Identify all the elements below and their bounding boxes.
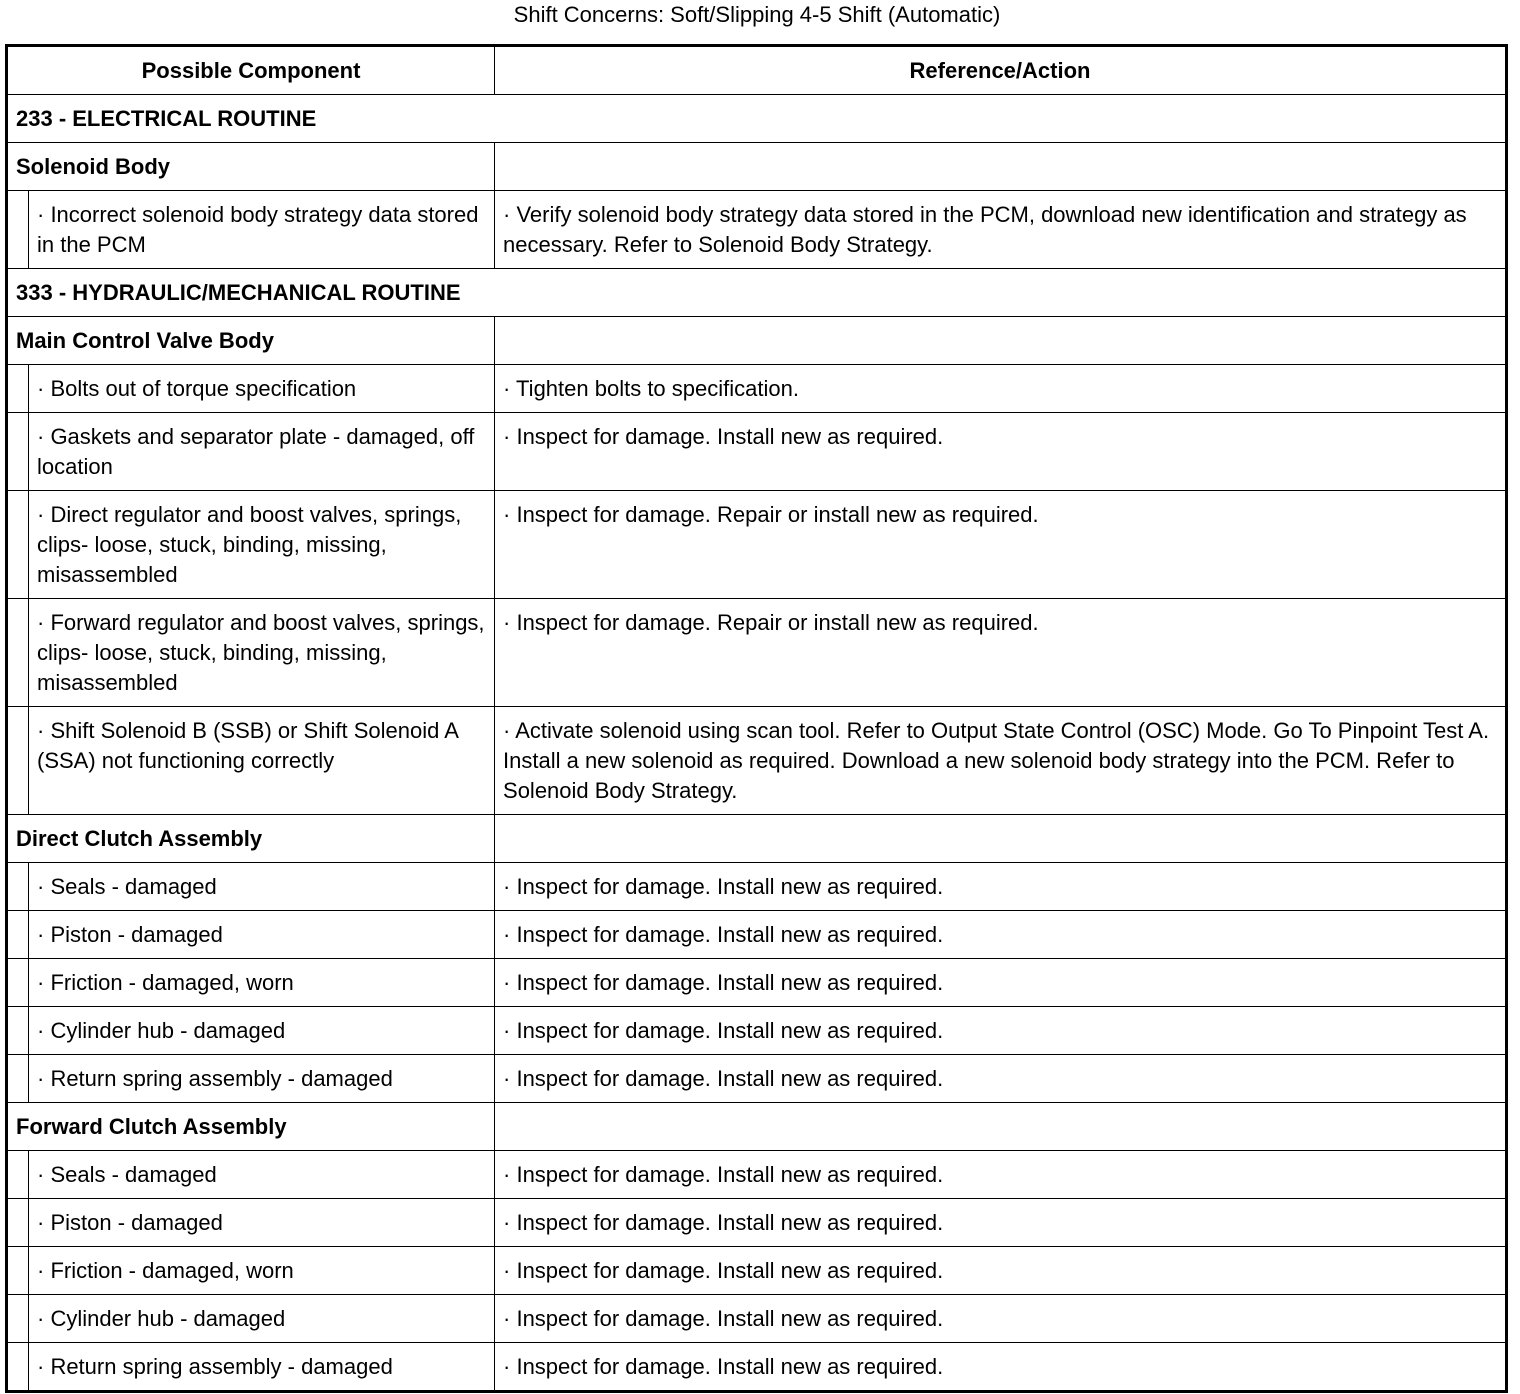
group-row — [7, 143, 1507, 191]
action-cell: · Activate solenoid using scan tool. Refer to Output State Control (OSC) Mode. Go To Pinpoint Test A. Install a new solenoid as required. Download a new solenoid body strategy into the PCM. Refer to Solenoid Body Strategy. — [495, 707, 1507, 815]
component-cell: · Shift Solenoid B (SSB) or Shift Solenoid A (SSA) not functioning correctly — [29, 707, 495, 815]
component-cell: · Seals - damaged — [29, 863, 495, 911]
action-cell: · Inspect for damage. Install new as required. — [495, 413, 1507, 491]
table-row — [7, 365, 1507, 413]
indent-cell — [7, 191, 29, 269]
table-row — [7, 1295, 1507, 1343]
component-cell: · Seals - damaged — [29, 1151, 495, 1199]
group-heading: Solenoid Body — [7, 143, 495, 191]
table-row — [7, 191, 1507, 269]
table-row — [7, 707, 1507, 815]
indent-cell — [7, 911, 29, 959]
component-cell: · Piston - damaged — [29, 1199, 495, 1247]
table-row — [7, 413, 1507, 491]
indent-cell — [7, 1199, 29, 1247]
indent-cell — [7, 413, 29, 491]
action-cell: · Inspect for damage. Install new as required. — [495, 1151, 1507, 1199]
action-cell: · Inspect for damage. Install new as required. — [495, 1343, 1507, 1392]
group-action-empty — [495, 143, 1507, 191]
group-heading: Direct Clutch Assembly — [7, 815, 495, 863]
indent-cell — [7, 1151, 29, 1199]
group-heading: Forward Clutch Assembly — [7, 1103, 495, 1151]
indent-cell — [7, 1055, 29, 1103]
group-row — [7, 1103, 1507, 1151]
table-row — [7, 1247, 1507, 1295]
action-cell: · Inspect for damage. Repair or install new as required. — [495, 491, 1507, 599]
table-row — [7, 1151, 1507, 1199]
action-cell: · Inspect for damage. Install new as required. — [495, 863, 1507, 911]
action-cell: · Inspect for damage. Install new as required. — [495, 1295, 1507, 1343]
page-title: Shift Concerns: Soft/Slipping 4-5 Shift (Automatic) — [513, 2, 1001, 27]
component-cell: · Return spring assembly - damaged — [29, 1343, 495, 1392]
action-cell: · Inspect for damage. Install new as required. — [495, 1199, 1507, 1247]
section-row — [7, 95, 1507, 143]
component-cell: · Return spring assembly - damaged — [29, 1055, 495, 1103]
component-cell: · Bolts out of torque specification — [29, 365, 495, 413]
action-cell: · Inspect for damage. Install new as required. — [495, 1055, 1507, 1103]
action-cell: · Verify solenoid body strategy data stored in the PCM, download new identification and strategy as necessary. Refer to Solenoid Body Strategy. — [495, 191, 1507, 269]
component-cell: · Incorrect solenoid body strategy data stored in the PCM — [29, 191, 495, 269]
group-heading: Main Control Valve Body — [7, 317, 495, 365]
component-cell: · Cylinder hub - damaged — [29, 1007, 495, 1055]
table-row — [7, 599, 1507, 707]
header-reference-action: Reference/Action — [495, 46, 1507, 95]
table-row — [7, 491, 1507, 599]
section-heading: 233 - ELECTRICAL ROUTINE — [7, 95, 1507, 143]
indent-cell — [7, 707, 29, 815]
indent-cell — [7, 599, 29, 707]
action-cell: · Inspect for damage. Install new as required. — [495, 1007, 1507, 1055]
table-row — [7, 1007, 1507, 1055]
action-cell: · Inspect for damage. Repair or install new as required. — [495, 599, 1507, 707]
indent-cell — [7, 863, 29, 911]
component-cell: · Friction - damaged, worn — [29, 959, 495, 1007]
component-cell: · Piston - damaged — [29, 911, 495, 959]
table-row — [7, 1055, 1507, 1103]
indent-cell — [7, 1343, 29, 1392]
section-row — [7, 269, 1507, 317]
table-row — [7, 959, 1507, 1007]
table-header-row — [7, 46, 1507, 95]
header-possible-component: Possible Component — [7, 46, 495, 95]
action-cell: · Tighten bolts to specification. — [495, 365, 1507, 413]
indent-cell — [7, 491, 29, 599]
group-action-empty — [495, 1103, 1507, 1151]
component-cell: · Direct regulator and boost valves, springs, clips- loose, stuck, binding, missing, misassembled — [29, 491, 495, 599]
table-row — [7, 863, 1507, 911]
indent-cell — [7, 959, 29, 1007]
component-cell: · Cylinder hub - damaged — [29, 1295, 495, 1343]
group-action-empty — [495, 317, 1507, 365]
indent-cell — [7, 1247, 29, 1295]
table-body — [7, 95, 1507, 1392]
table-row — [7, 1199, 1507, 1247]
component-cell: · Gaskets and separator plate - damaged, off location — [29, 413, 495, 491]
indent-cell — [7, 1007, 29, 1055]
table-row — [7, 1343, 1507, 1392]
indent-cell — [7, 1295, 29, 1343]
component-cell: · Friction - damaged, worn — [29, 1247, 495, 1295]
component-cell: · Forward regulator and boost valves, springs, clips- loose, stuck, binding, missing, misassembled — [29, 599, 495, 707]
indent-cell — [7, 365, 29, 413]
group-row — [7, 317, 1507, 365]
action-cell: · Inspect for damage. Install new as required. — [495, 959, 1507, 1007]
shift-concerns-table — [5, 44, 1508, 1393]
group-action-empty — [495, 815, 1507, 863]
section-heading: 333 - HYDRAULIC/MECHANICAL ROUTINE — [7, 269, 1507, 317]
group-row — [7, 815, 1507, 863]
action-cell: · Inspect for damage. Install new as required. — [495, 911, 1507, 959]
table-row — [7, 911, 1507, 959]
action-cell: · Inspect for damage. Install new as required. — [495, 1247, 1507, 1295]
